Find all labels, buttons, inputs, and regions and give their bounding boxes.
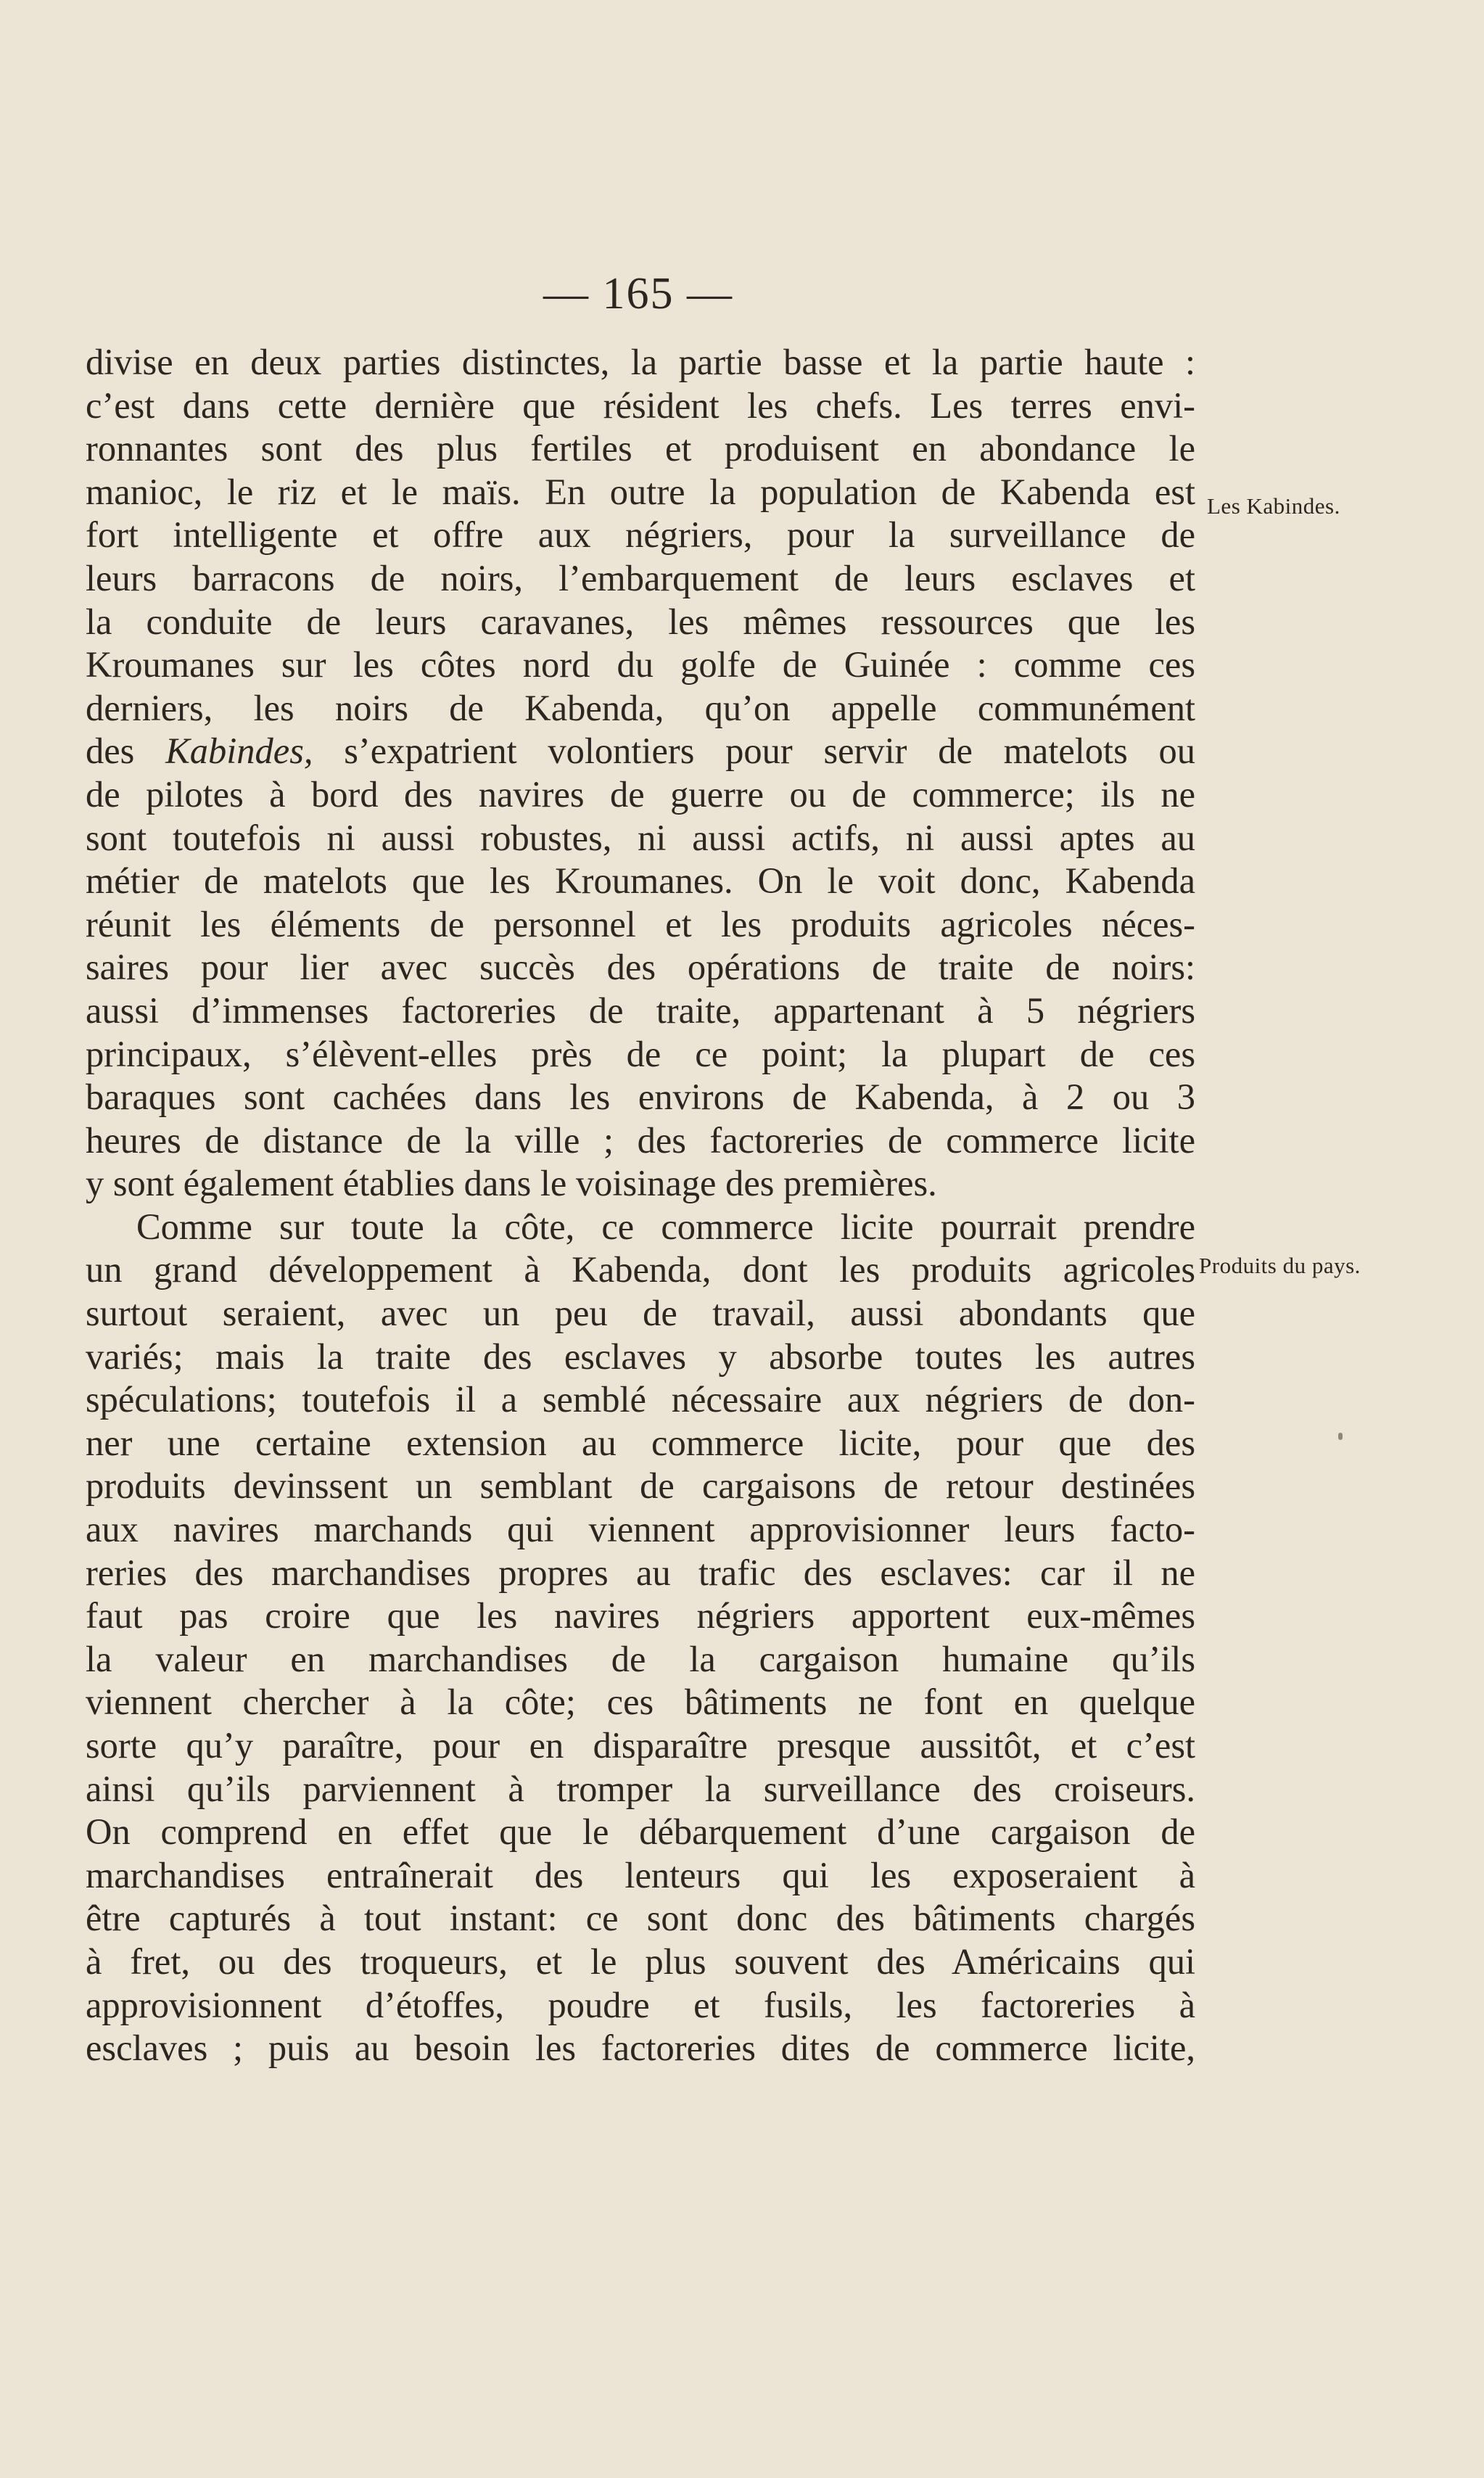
text-line: sont toutefois ni aussi robustes, ni aussi actifs, ni aussi aptes au: [86, 817, 1195, 858]
text-line: aux navires marchands qui viennent approvisionner leurs facto-: [86, 1509, 1195, 1550]
text-line: Comme sur toute la côte, ce commerce licite pourrait prendre: [136, 1206, 1195, 1247]
margin-note-produits: Produits du pays.: [1199, 1253, 1361, 1278]
text-fragment: des: [86, 730, 135, 772]
text-line: aussi d’immenses factoreries de traite, appartenant à 5 négriers: [86, 989, 1195, 1031]
text-line: [86, 730, 1195, 773]
italic-term: Kabindes,: [165, 730, 313, 772]
text-line: spéculations; toutefois il a semblé nécessaire aux négriers de don-: [86, 1379, 1195, 1420]
text-line: variés; mais la traite des esclaves y absorbe toutes les autres: [86, 1335, 1195, 1377]
text-line: ner une certaine extension au commerce licite, pour que des: [86, 1422, 1195, 1463]
text-line: On comprend en effet que le débarquement d’une cargaison de: [86, 1811, 1195, 1853]
text-line: produits devinssent un semblant de cargaisons de retour destinées: [86, 1465, 1195, 1507]
text-line: principaux, s’élèvent-elles près de ce point; la plupart de ces: [86, 1033, 1195, 1074]
text-fragment: s’expatrient volontiers pour servir de matelots ou: [344, 730, 1195, 772]
text-line: surtout seraient, avec un peu de travail, aussi abondants que: [86, 1293, 1195, 1334]
text-line: un grand développement à Kabenda, dont les produits agricoles: [86, 1249, 1195, 1291]
text-line: baraques sont cachées dans les environs de Kabenda, à 2 ou 3: [86, 1077, 1195, 1118]
text-line: approvisionnent d’étoffes, poudre et fusils, les factoreries à: [86, 1984, 1195, 2025]
text-line: heures de distance de la ville ; des factoreries de commerce licite: [86, 1119, 1195, 1161]
text-line: réunit les éléments de personnel et les produits agricoles néces-: [86, 903, 1195, 944]
text-line: métier de matelots que les Kroumanes. On le voit donc, Kabenda: [86, 860, 1195, 902]
text-line: fort intelligente et offre aux négriers, pour la surveillance de: [86, 514, 1195, 556]
text-line: de pilotes à bord des navires de guerre ou de commerce; ils ne: [86, 773, 1195, 815]
text-line: saires pour lier avec succès des opérations de traite de noirs:: [86, 947, 1195, 988]
text-block: [86, 341, 1195, 2070]
paper-speck: [1338, 1433, 1343, 1440]
text-line: Kroumanes sur les côtes nord du golfe de Guinée : comme ces: [86, 644, 1195, 686]
text-line: divise en deux parties distinctes, la partie basse et la partie haute :: [86, 342, 1195, 382]
page-number: — 165 —: [543, 269, 733, 318]
text-line: la conduite de leurs caravanes, les mêmes ressources que les: [86, 601, 1195, 642]
text-line: manioc, le riz et le maïs. En outre la population de Kabenda est: [86, 471, 1195, 512]
text-line: ronnantes sont des plus fertiles et produisent en abondance le: [86, 428, 1195, 469]
text-line: faut pas croire que les navires négriers apportent eux-mêmes: [86, 1595, 1195, 1637]
text-line: marchandises entraînerait des lenteurs qui les exposeraient à: [86, 1854, 1195, 1895]
text-line: la valeur en marchandises de la cargaison humaine qu’ils: [86, 1638, 1195, 1679]
text-line: être capturés à tout instant: ce sont donc des bâtiments chargés: [86, 1898, 1195, 1939]
text-line: ainsi qu’ils parviennent à tromper la surveillance des croiseurs.: [86, 1768, 1195, 1809]
text-line: derniers, les noirs de Kabenda, qu’on appelle communément: [86, 687, 1195, 728]
text-line: y sont également établies dans le voisinage des premières.: [86, 1163, 937, 1204]
text-line: leurs barracons de noirs, l’embarquement de leurs esclaves et: [86, 557, 1195, 598]
text-line: esclaves ; puis au besoin les factoreries dites de commerce licite,: [86, 2028, 1195, 2069]
text-line: viennent chercher à la côte; ces bâtiments ne font en quelque: [86, 1682, 1195, 1723]
text-line: à fret, ou des troqueurs, et le plus souvent des Américains qui: [86, 1940, 1195, 1982]
text-line: sorte qu’y paraître, pour en disparaître presque aussitôt, et c’est: [86, 1725, 1195, 1766]
text-line: c’est dans cette dernière que résident les chefs. Les terres envi-: [86, 384, 1195, 426]
text-line: reries des marchandises propres au trafic des esclaves: car il ne: [86, 1552, 1195, 1593]
margin-note-kabindes: Les Kabindes.: [1207, 493, 1340, 519]
